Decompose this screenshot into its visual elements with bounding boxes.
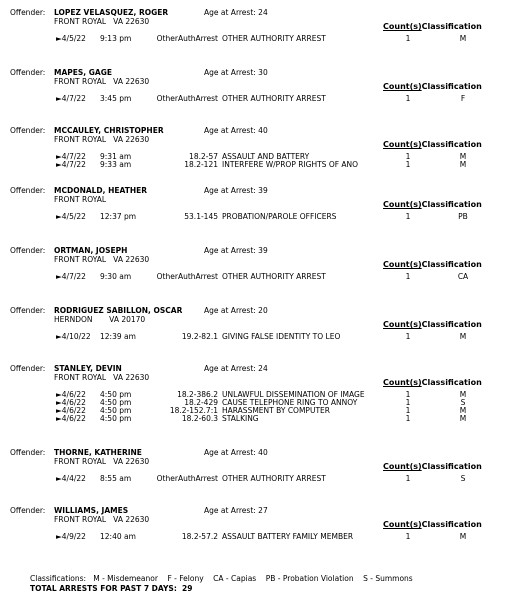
count-classification-header [383, 520, 482, 529]
charge-classification: F [460, 94, 466, 103]
charge-time: 12:40 am [100, 532, 136, 541]
charge-time: 9:31 am [100, 152, 132, 161]
offender-name: LOPEZ VELASQUEZ, ROGER [54, 8, 169, 17]
charge-count: 1 [405, 34, 411, 43]
offender-label: Offender: [10, 126, 46, 135]
age-at-arrest: Age at Arrest: 24 [204, 8, 268, 17]
age-at-arrest: Age at Arrest: 39 [204, 186, 268, 195]
offender-name: MCDONALD, HEATHER [54, 186, 148, 195]
offender-address: FRONT ROYAL VA 22630 [54, 373, 150, 382]
count-classification-header [383, 200, 482, 209]
charge-count: 1 [405, 532, 411, 541]
charge-classification: S [460, 398, 466, 407]
charge-code: 18.2-57.2 [181, 532, 218, 541]
charge-time: 12:39 am [100, 332, 136, 341]
charge-time: 8:55 am [100, 474, 132, 483]
count-classification-header [383, 82, 482, 91]
classification-header: Classification [421, 140, 482, 149]
classification-header: Classification [421, 260, 482, 269]
charge-date: ►4/9/22 [56, 532, 86, 541]
charge-code: 18.2-121 [184, 160, 218, 169]
charge-classification: M [459, 332, 467, 341]
count-classification-header [383, 462, 482, 471]
charge-date: ►4/6/22 [56, 406, 86, 415]
charge-date: ►4/7/22 [56, 94, 86, 103]
charge-count: 1 [405, 94, 411, 103]
charge-date: ►4/6/22 [56, 390, 86, 399]
charge-date: ►4/6/22 [56, 398, 86, 407]
charge-description: OTHER AUTHORITY ARREST [222, 34, 326, 43]
counts-header: Count(s) [383, 22, 422, 31]
charge-code: 53.1-145 [184, 212, 218, 221]
charge-time: 4:50 pm [100, 390, 132, 399]
counts-header: Count(s) [383, 260, 422, 269]
counts-header: Count(s) [383, 462, 422, 471]
classification-header: Classification [421, 22, 482, 31]
offender-record [0, 68, 508, 126]
offender-name: WILLIAMS, JAMES [54, 506, 129, 515]
offender-record [0, 186, 508, 244]
charge-classification: S [460, 474, 466, 483]
counts-header: Count(s) [383, 140, 422, 149]
count-classification-header [383, 140, 482, 149]
charge-description: OTHER AUTHORITY ARREST [222, 474, 326, 483]
count-classification-header [383, 22, 482, 31]
charge-description: UNLAWFUL DISSEMINATION OF IMAGE [222, 390, 365, 399]
offender-label: Offender: [10, 306, 46, 315]
offender-record [0, 448, 508, 506]
charge-count: 1 [405, 390, 411, 399]
charge-code: OtherAuthArrest [156, 94, 218, 103]
total-arrests: TOTAL ARRESTS FOR PAST 7 DAYS: 29 [30, 584, 193, 593]
charge-date: ►4/10/22 [56, 332, 91, 341]
counts-header: Count(s) [383, 82, 422, 91]
charge-time: 9:33 am [100, 160, 132, 169]
age-at-arrest: Age at Arrest: 40 [204, 126, 268, 135]
offender-address: FRONT ROYAL VA 22630 [54, 17, 150, 26]
offender-record [0, 506, 508, 564]
offender-record [0, 126, 508, 184]
charge-classification: M [459, 406, 467, 415]
charge-date: ►4/7/22 [56, 152, 86, 161]
offender-name: RODRIGUEZ SABILLON, OSCAR [54, 306, 183, 315]
charge-description: ASSAULT BATTERY FAMILY MEMBER [222, 532, 354, 541]
counts-header: Count(s) [383, 200, 422, 209]
charge-count: 1 [405, 212, 411, 221]
charge-date: ►4/7/22 [56, 272, 86, 281]
charge-time: 4:50 pm [100, 398, 132, 407]
offender-record [0, 364, 508, 422]
offender-name: STANLEY, DEVIN [54, 364, 122, 373]
charge-date: ►4/5/22 [56, 212, 86, 221]
age-at-arrest: Age at Arrest: 24 [204, 364, 268, 373]
offender-label: Offender: [10, 364, 46, 373]
classification-header: Classification [421, 378, 482, 387]
charge-description: PROBATION/PAROLE OFFICERS [222, 212, 337, 221]
offender-label: Offender: [10, 246, 46, 255]
charge-date: ►4/4/22 [56, 474, 86, 483]
charge-code: 18.2-386.2 [177, 390, 218, 399]
offender-name: ORTMAN, JOSEPH [54, 246, 128, 255]
offender-record [0, 246, 508, 304]
charge-code: 18.2-60.3 [181, 414, 218, 423]
charge-description: STALKING [222, 414, 259, 423]
charge-code: OtherAuthArrest [156, 34, 218, 43]
offender-name: MCCAULEY, CHRISTOPHER [54, 126, 164, 135]
charge-code: OtherAuthArrest [156, 474, 218, 483]
offender-record [0, 306, 508, 364]
charge-time: 4:50 pm [100, 414, 132, 423]
charge-count: 1 [405, 272, 411, 281]
offender-name: MAPES, GAGE [54, 68, 112, 77]
offender-address: FRONT ROYAL VA 22630 [54, 255, 150, 264]
charge-description: CAUSE TELEPHONE RING TO ANNOY [222, 398, 358, 407]
offender-address: FRONT ROYAL VA 22630 [54, 457, 150, 466]
charge-count: 1 [405, 160, 411, 169]
age-at-arrest: Age at Arrest: 30 [204, 68, 268, 77]
offender-name: THORNE, KATHERINE [54, 448, 142, 457]
charge-time: 9:13 pm [100, 34, 132, 43]
charge-code: OtherAuthArrest [156, 272, 218, 281]
counts-header: Count(s) [383, 320, 422, 329]
charge-classification: M [459, 160, 467, 169]
charge-description: OTHER AUTHORITY ARREST [222, 272, 326, 281]
offender-label: Offender: [10, 68, 46, 77]
charge-classification: M [459, 414, 467, 423]
offender-address: HERNDON VA 20170 [54, 315, 146, 324]
classification-header: Classification [421, 82, 482, 91]
charge-description: OTHER AUTHORITY ARREST [222, 94, 326, 103]
offender-label: Offender: [10, 448, 46, 457]
offender-address: FRONT ROYAL [54, 195, 107, 204]
charge-date: ►4/7/22 [56, 160, 86, 169]
charge-time: 4:50 pm [100, 406, 132, 415]
age-at-arrest: Age at Arrest: 27 [204, 506, 268, 515]
charge-classification: M [459, 532, 467, 541]
charge-code: 18.2-152.7:1 [169, 406, 218, 415]
age-at-arrest: Age at Arrest: 40 [204, 448, 268, 457]
offender-label: Offender: [10, 8, 46, 17]
charge-classification: M [459, 34, 467, 43]
charge-code: 19.2-82.1 [181, 332, 218, 341]
charge-description: ASSAULT AND BATTERY [222, 152, 310, 161]
charge-date: ►4/5/22 [56, 34, 86, 43]
classification-header: Classification [421, 462, 482, 471]
count-classification-header [383, 260, 482, 269]
charge-description: GIVING FALSE IDENTITY TO LEO [222, 332, 341, 341]
charge-description: HARASSMENT BY COMPUTER [222, 406, 330, 415]
charge-time: 12:37 pm [100, 212, 137, 221]
charge-code: 18.2-429 [184, 398, 218, 407]
charge-count: 1 [405, 398, 411, 407]
age-at-arrest: Age at Arrest: 39 [204, 246, 268, 255]
charge-description: INTERFERE W/PROP RIGHTS OF ANO [222, 160, 359, 169]
classification-header: Classification [421, 320, 482, 329]
offender-address: FRONT ROYAL VA 22630 [54, 77, 150, 86]
charge-count: 1 [405, 406, 411, 415]
charge-count: 1 [405, 414, 411, 423]
counts-header: Count(s) [383, 378, 422, 387]
charge-count: 1 [405, 474, 411, 483]
counts-header: Count(s) [383, 520, 422, 529]
charge-code: 18.2-57 [189, 152, 218, 161]
charge-classification: PB [458, 212, 468, 221]
classifications-line: Classifications: M - Misdemeanor F - Felony CA - Capias PB - Probation Violation S - Summons [30, 574, 413, 583]
count-classification-header [383, 378, 482, 387]
count-classification-header [383, 320, 482, 329]
charge-time: 3:45 pm [100, 94, 132, 103]
charge-count: 1 [405, 152, 411, 161]
charge-classification: M [459, 390, 467, 399]
classification-header: Classification [421, 200, 482, 209]
offender-address: FRONT ROYAL VA 22630 [54, 515, 150, 524]
age-at-arrest: Age at Arrest: 20 [204, 306, 268, 315]
offender-address: FRONT ROYAL VA 22630 [54, 135, 150, 144]
offender-record [0, 8, 508, 66]
offender-label: Offender: [10, 186, 46, 195]
charge-time: 9:30 am [100, 272, 132, 281]
charge-count: 1 [405, 332, 411, 341]
charge-classification: CA [457, 272, 469, 281]
charge-date: ►4/6/22 [56, 414, 86, 423]
offender-label: Offender: [10, 506, 46, 515]
classification-header: Classification [421, 520, 482, 529]
charge-classification: M [459, 152, 467, 161]
